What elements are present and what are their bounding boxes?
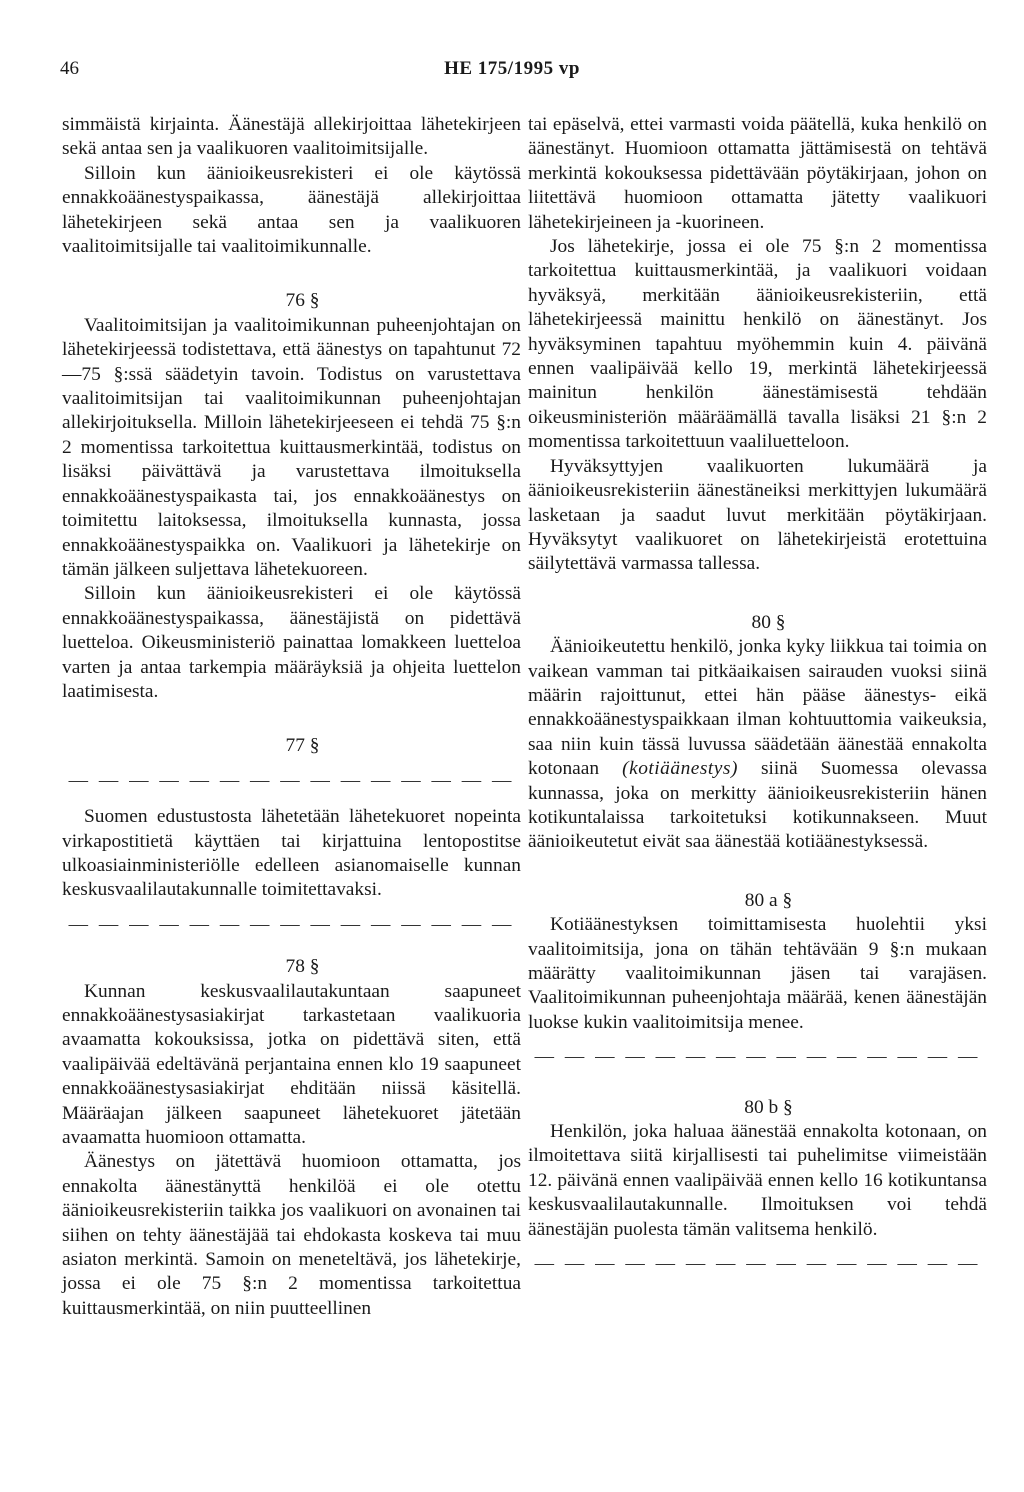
paragraph: Kunnan keskusvaalilautakuntaan saapuneet ennakkoäänestysasiakirjat tarkastetaan vaalikuoria avaamatta kokouksissa, jotka on pidettävä siten, että vaalipäivää edeltävänä perjantaina ennen klo 19 saapuneet ennakkoäänestysasiakirjat ehditään niissä käsitellä. Määräajan jälkeen saapuneet lähetekuoret jätetään avaamatta huomioon ottamatta. [62,980,521,1149]
left-column [62,113,521,1321]
section-heading: 77 § [285,735,320,757]
paragraph: Henkilön, joka haluaa äänestää ennakolta kotonaan, on ilmoitettava siitä kirjallisesti tai puhelimitse viimeistään 12. päivänä ennen vaalipäivää ennen kello 16 kotikuntansa keskusvaalilautakunnalle. Ilmoituksen voi tehdä äänestäjän puolesta tämän valitsema henkilö. [528,1121,987,1240]
paragraph: tai epäselvä, ettei varmasti voida päätellä, kuka henkilö on äänestänyt. Huomioon ottamatta jättämisestä on tehtävä merkintä kokouksessa pidettävään pöytäkirjaan, johon on liitettävä huomioon ottamatta jätetty vaalikuori lähetekirjeineen ja -kuorineen. [528,114,987,233]
paragraph: Suomen edustustosta lähetetään lähetekuoret nopeinta virkapostitietä käyttäen tai kirjattuina lentopostitse ulkoasiainministeriölle edelleen asianomaiselle kunnan keskusvaalilautakunnalle toimitettavaksi. [62,806,521,901]
section-heading: 80 b § [744,1096,793,1118]
term-italic: (kotiäänestys) [622,758,738,780]
paragraph: Jos lähetekirje, jossa ei ole 75 §:n 2 momentissa tarkoitettua kuittausmerkintää, ja vaalikuori voidaan hyväksyä, merkitään äänioikeusrekisteriin, että lähetekirjeessä mainittu henkilö on äänestänyt. Jos hyväksyminen tapahtuu myöhemmin kuin 4. päivänä ennen vaalipäivää kello 19, merkintä lähetekirjeessä mainitun henkilön äänestämisestä tehdään oikeusministeriön määräämällä tavalla lisäksi 21 §:n 2 momentissa tarkoitettuun vaaliluetteloon. [528,236,987,453]
section-heading: 78 § [285,956,320,978]
omission-dashes: — — — — — — — — — — — — — — — [534,1046,981,1068]
paragraph-text: siinä Suomessa olevassa kunnassa, joka on merkitty äänioikeusrekisteriin hänen kotikuntalaissa tarkoitetuksi kotikunnakseen. Muut äänioikeutetut eivät saa äänestää kotiäänestyksessä. [528,758,987,853]
page-title: HE 175/1995 vp [444,58,580,79]
section-heading: 80 a § [744,889,793,911]
paragraph: Äänestys on jätettävä huomioon ottamatta, jos ennakolta äänestänyttä henkilöä ei ole otettu äänioikeusrekisteriin taikka jos vaalikuori on avonainen tai siihen on tehty äänestäjää tai ehdokasta koskeva tai muu asiaton merkintä. Samoin on meneteltävä, jos lähetekirje, jossa ei ole 75 §:n 2 momentissa tarkoitettua kuittausmerkintää, on niin puutteellinen [62,1151,521,1319]
omission-dashes: — — — — — — — — — — — — — — — [534,1253,981,1275]
paragraph: Vaalitoimitsijan ja vaalitoimikunnan puheenjohtajan on lähetekirjeessä todistettava, että äänestys on tapahtunut 72—75 §:ssä säädetyin tavoin. Todistus on varustettava vaalitoimitsijan tai vaalitoimikunnan puheenjohtajan allekirjoituksella. Milloin lähetekirjeeseen ei tehdä 75 §:n 2 momentissa tarkoitettua kuittausmerkintää, todistus on lisäksi päivättävä ja varustettava ilmoituksella ennakkoäänestyspaikasta tai, jos ennakkoäänestys on toimitettu laitoksessa, ilmoituksella kunnasta, jossa ennakkoäänestyspaikka on. Vaalikuori ja lähetekirje on tämän jälkeen suljettava lähetekuoreen. [62,314,521,580]
page-number: 46 [60,58,79,79]
paragraph: Hyväksyttyjen vaalikuorten lukumäärä ja äänioikeusrekisteriin äänestäneiksi merkittyjen lukumäärä lasketaan ja saadut luvut merkitään pöytäkirjaan. Hyväksytyt vaalikuoret on lähetekirjeistä erotettuina säilytettävä varmassa tallessa. [528,455,987,575]
omission-dashes: — — — — — — — — — — — — — — — [68,769,515,791]
paragraph: Silloin kun äänioikeusrekisteri ei ole käytössä ennakkoäänestyspaikassa, äänestäjistä on pidettävä luetteloa. Oikeusministeriö painattaa lomakkeen luetteloa varten ja antaa tarkempia määräyksiä ja ohjeita luettelon laatimisesta. [62,583,521,702]
section-heading: 80 § [751,611,786,633]
paragraph: Kotiäänestyksen toimittamisesta huolehtii yksi vaalitoimitsija, jona on tähän tehtävään 9 §:n mukaan määrätty vaalitoimikunnan jäsen tai varajäsen. Vaalitoimikunnan puheenjohtaja määrää, kenen äänestäjän luokse kukin vaalitoimitsija menee. [528,914,987,1033]
right-column [528,113,987,1288]
paragraph: Silloin kun äänioikeusrekisteri ei ole käytössä ennakkoäänestyspaikassa, äänestäjä allekirjoittaa lähetekirjeen sekä antaa sen ja vaalikuoren vaalitoimitsijalle tai vaalitoimikunnalle. [62,162,521,258]
omission-dashes: — — — — — — — — — — — — — — — [68,913,515,935]
paragraph: simmäistä kirjainta. Äänestäjä allekirjoittaa lähetekirjeen sekä antaa sen ja vaalikuoren vaalitoimitsijalle. [62,114,521,160]
paragraph-text: Äänioikeutettu henkilö, jonka kyky liikkua tai toimia on vaikean vamman tai pitkäaikaisen sairauden vuoksi siinä määrin rajoittunut, ettei hän pääse äänestys- eikä ennakkoäänestyspaikkaan ilman kohtuuttomia vaikeuksia, saa niin kuin tässä luvussa säädetään äänestää ennakolta kotonaan [528,636,987,780]
paragraph [528,635,987,855]
section-heading: 76 § [285,290,320,312]
